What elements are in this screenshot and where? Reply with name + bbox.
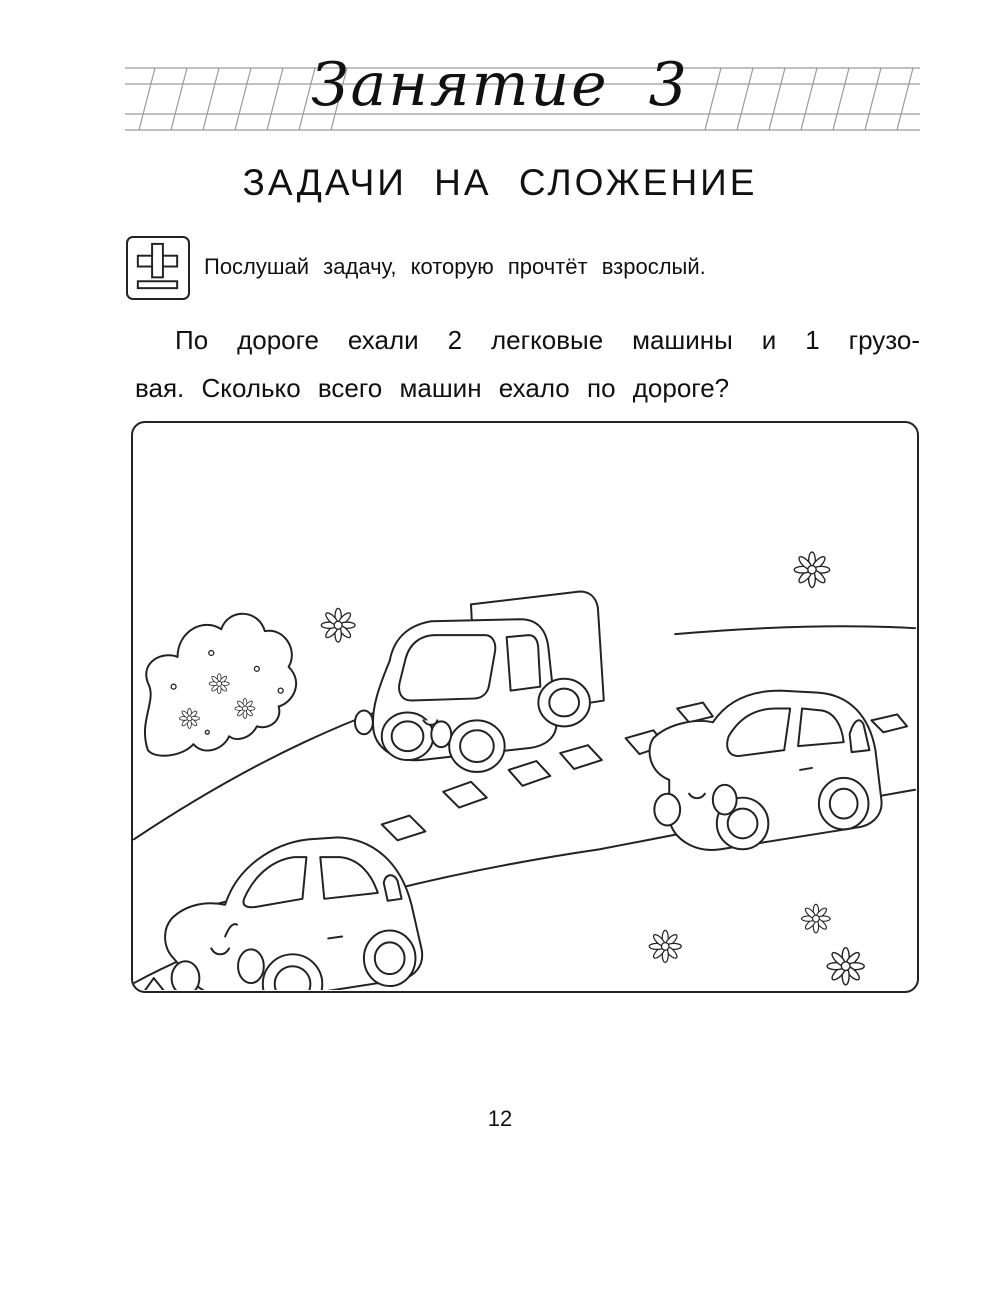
problem-line-1: По дороге ехали 2 легковые машины и 1 грузо- bbox=[175, 325, 920, 355]
problem-line-2: вая. Сколько всего машин ехало по дороге? bbox=[135, 373, 730, 403]
road-illustration bbox=[133, 423, 916, 990]
word-problem bbox=[135, 316, 920, 412]
lesson-title bbox=[0, 45, 1000, 125]
page-number: 12 bbox=[487, 1106, 513, 1131]
section-title: ЗАДАЧИ НА СЛОЖЕНИЕ bbox=[242, 162, 758, 203]
task-instruction: Послушай задачу, которую прочтёт взрослый. bbox=[204, 254, 706, 279]
plus-minus-icon bbox=[126, 236, 190, 300]
lesson-number: 3 bbox=[648, 50, 689, 120]
lesson-word: Занятие bbox=[311, 50, 609, 120]
illustration-frame bbox=[131, 421, 919, 993]
